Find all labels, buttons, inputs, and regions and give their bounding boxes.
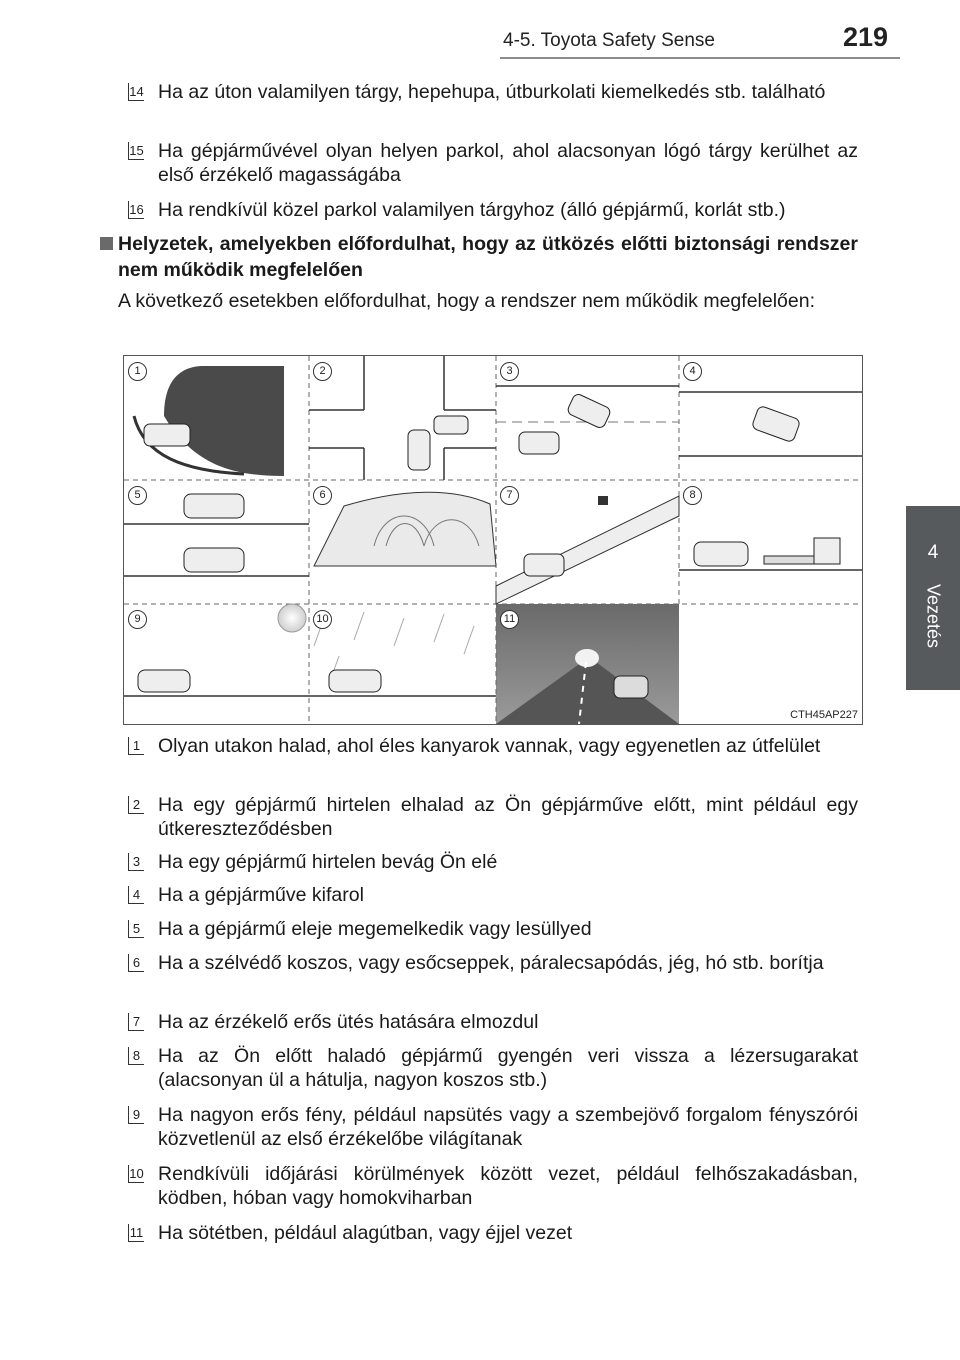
intersection [309, 356, 496, 480]
section-title: 4-5. Toyota Safety Sense [503, 30, 715, 51]
truck-icon [814, 538, 840, 564]
tunnel-car-icon [614, 676, 648, 698]
list-item [128, 139, 858, 187]
chapter-number: 4 [927, 542, 939, 563]
item-number: 6 [128, 954, 144, 972]
item-text: Ha sötétben, például alagútban, vagy éjjel vezet [158, 1222, 573, 1244]
car-icon [329, 670, 381, 692]
panel-label: 3 [500, 362, 519, 381]
chapter-label: Vezetés [923, 583, 944, 649]
chapter-tab [906, 506, 960, 690]
item-number: 3 [128, 853, 144, 871]
road [496, 496, 679, 604]
item-number: 8 [128, 1047, 144, 1065]
list-item [128, 1103, 858, 1151]
panel-label: 4 [683, 362, 702, 381]
item-number: 16 [129, 202, 144, 217]
car-icon [184, 494, 244, 518]
intro-paragraph: A következő esetekben előfordulhat, hogy a rendszer nem működik megfelelően: [118, 290, 816, 312]
illustration-drawing [124, 356, 862, 724]
tunnel-exit-light [575, 649, 599, 667]
item-number: 2 [128, 796, 144, 814]
item-text: Ha a szélvédő koszos, vagy esőcseppek, páralecsapódás, jég, hó stb. borítja [158, 952, 824, 974]
illustration-grid [123, 355, 863, 725]
car-icon [566, 393, 612, 430]
list-item [128, 917, 858, 941]
list-item [128, 850, 858, 874]
curve-road [164, 366, 284, 476]
panel-label: 7 [500, 486, 519, 505]
panel-label: 11 [500, 610, 519, 629]
item-number: 14 [129, 84, 144, 99]
panel-label: 2 [313, 362, 332, 381]
car-icon [751, 405, 801, 443]
page-number: 219 [843, 22, 889, 52]
car-icon [408, 430, 430, 470]
heading-text: Helyzetek, amelyekben előfordulhat, hogy az ütközés előtti biztonsági rendszer nem működik megfelelően [118, 233, 858, 281]
item-text: Ha az Ön előtt haladó gépjármű gyengén veri vissza a lézersugarakat (alacsonyan ül a hátulja, nagyon koszos stb.) [158, 1045, 858, 1091]
figure-code: CTH45AP227 [790, 709, 858, 721]
list-item [128, 1221, 858, 1245]
list-item [128, 1010, 858, 1034]
item-text: Rendkívüli időjárási körülmények között vezet, például felhőszakadásban, ködben, hóban vagy homokviharban [158, 1163, 858, 1209]
car-icon [144, 424, 190, 446]
panel-label: 5 [128, 486, 147, 505]
square-bullet-icon [100, 237, 113, 250]
item-number: 11 [129, 1225, 144, 1240]
item-text: Ha a gépjárműve kifarol [158, 884, 364, 906]
car-icon [524, 554, 564, 576]
car-icon [694, 542, 748, 566]
list-item [128, 198, 858, 222]
list-item [128, 1162, 858, 1210]
panel-label: 8 [683, 486, 702, 505]
list-item [128, 793, 858, 841]
list-item [128, 1044, 858, 1092]
section-heading [100, 231, 858, 283]
list-item [128, 883, 858, 907]
item-text: Ha nagyon erős fény, például napsütés vagy a szembejövő forgalom fényszórói közvetlenül az első érzékelőbe világítanak [158, 1104, 858, 1150]
panel-label: 10 [313, 610, 332, 629]
trailer-icon [764, 556, 814, 564]
panel-label: 1 [128, 362, 147, 381]
item-text: Ha a gépjármű eleje megemelkedik vagy lesüllyed [158, 918, 592, 940]
item-number: 10 [129, 1166, 144, 1181]
car-icon [519, 432, 559, 454]
car-icon [434, 416, 468, 434]
item-text: Ha egy gépjármű hirtelen bevág Ön elé [158, 851, 498, 873]
object-icon [598, 496, 608, 505]
sun-icon [278, 604, 306, 632]
item-text: Ha az úton valamilyen tárgy, hepehupa, útburkolati kiemelkedés stb. található [158, 81, 826, 103]
item-text: Ha gépjárművével olyan helyen parkol, ahol alacsonyan lógó tárgy kerülhet az első érzékelő magasságába [158, 140, 858, 186]
panel-label: 6 [313, 486, 332, 505]
item-text: Ha az érzékelő erős ütés hatására elmozdul [158, 1011, 539, 1033]
item-text: Ha rendkívül közel parkol valamilyen tárgyhoz (álló gépjármű, korlát stb.) [158, 199, 786, 221]
list-item [128, 951, 858, 975]
panel-label: 9 [128, 610, 147, 629]
car-icon [184, 548, 244, 572]
item-number: 4 [128, 886, 144, 904]
item-text: Ha egy gépjármű hirtelen elhalad az Ön gépjárműve előtt, mint például egy útkereszteződésben [158, 794, 858, 840]
item-number: 7 [128, 1013, 144, 1031]
header-divider [500, 57, 900, 59]
item-number: 9 [128, 1106, 144, 1124]
list-item [128, 80, 858, 104]
item-text: Olyan utakon halad, ahol éles kanyarok vannak, vagy egyenetlen az útfelület [158, 735, 821, 757]
item-number: 15 [129, 143, 144, 158]
list-item [128, 734, 858, 758]
item-number: 1 [128, 737, 144, 755]
windshield [314, 492, 496, 566]
item-number: 5 [128, 920, 144, 938]
car-icon [138, 670, 190, 692]
